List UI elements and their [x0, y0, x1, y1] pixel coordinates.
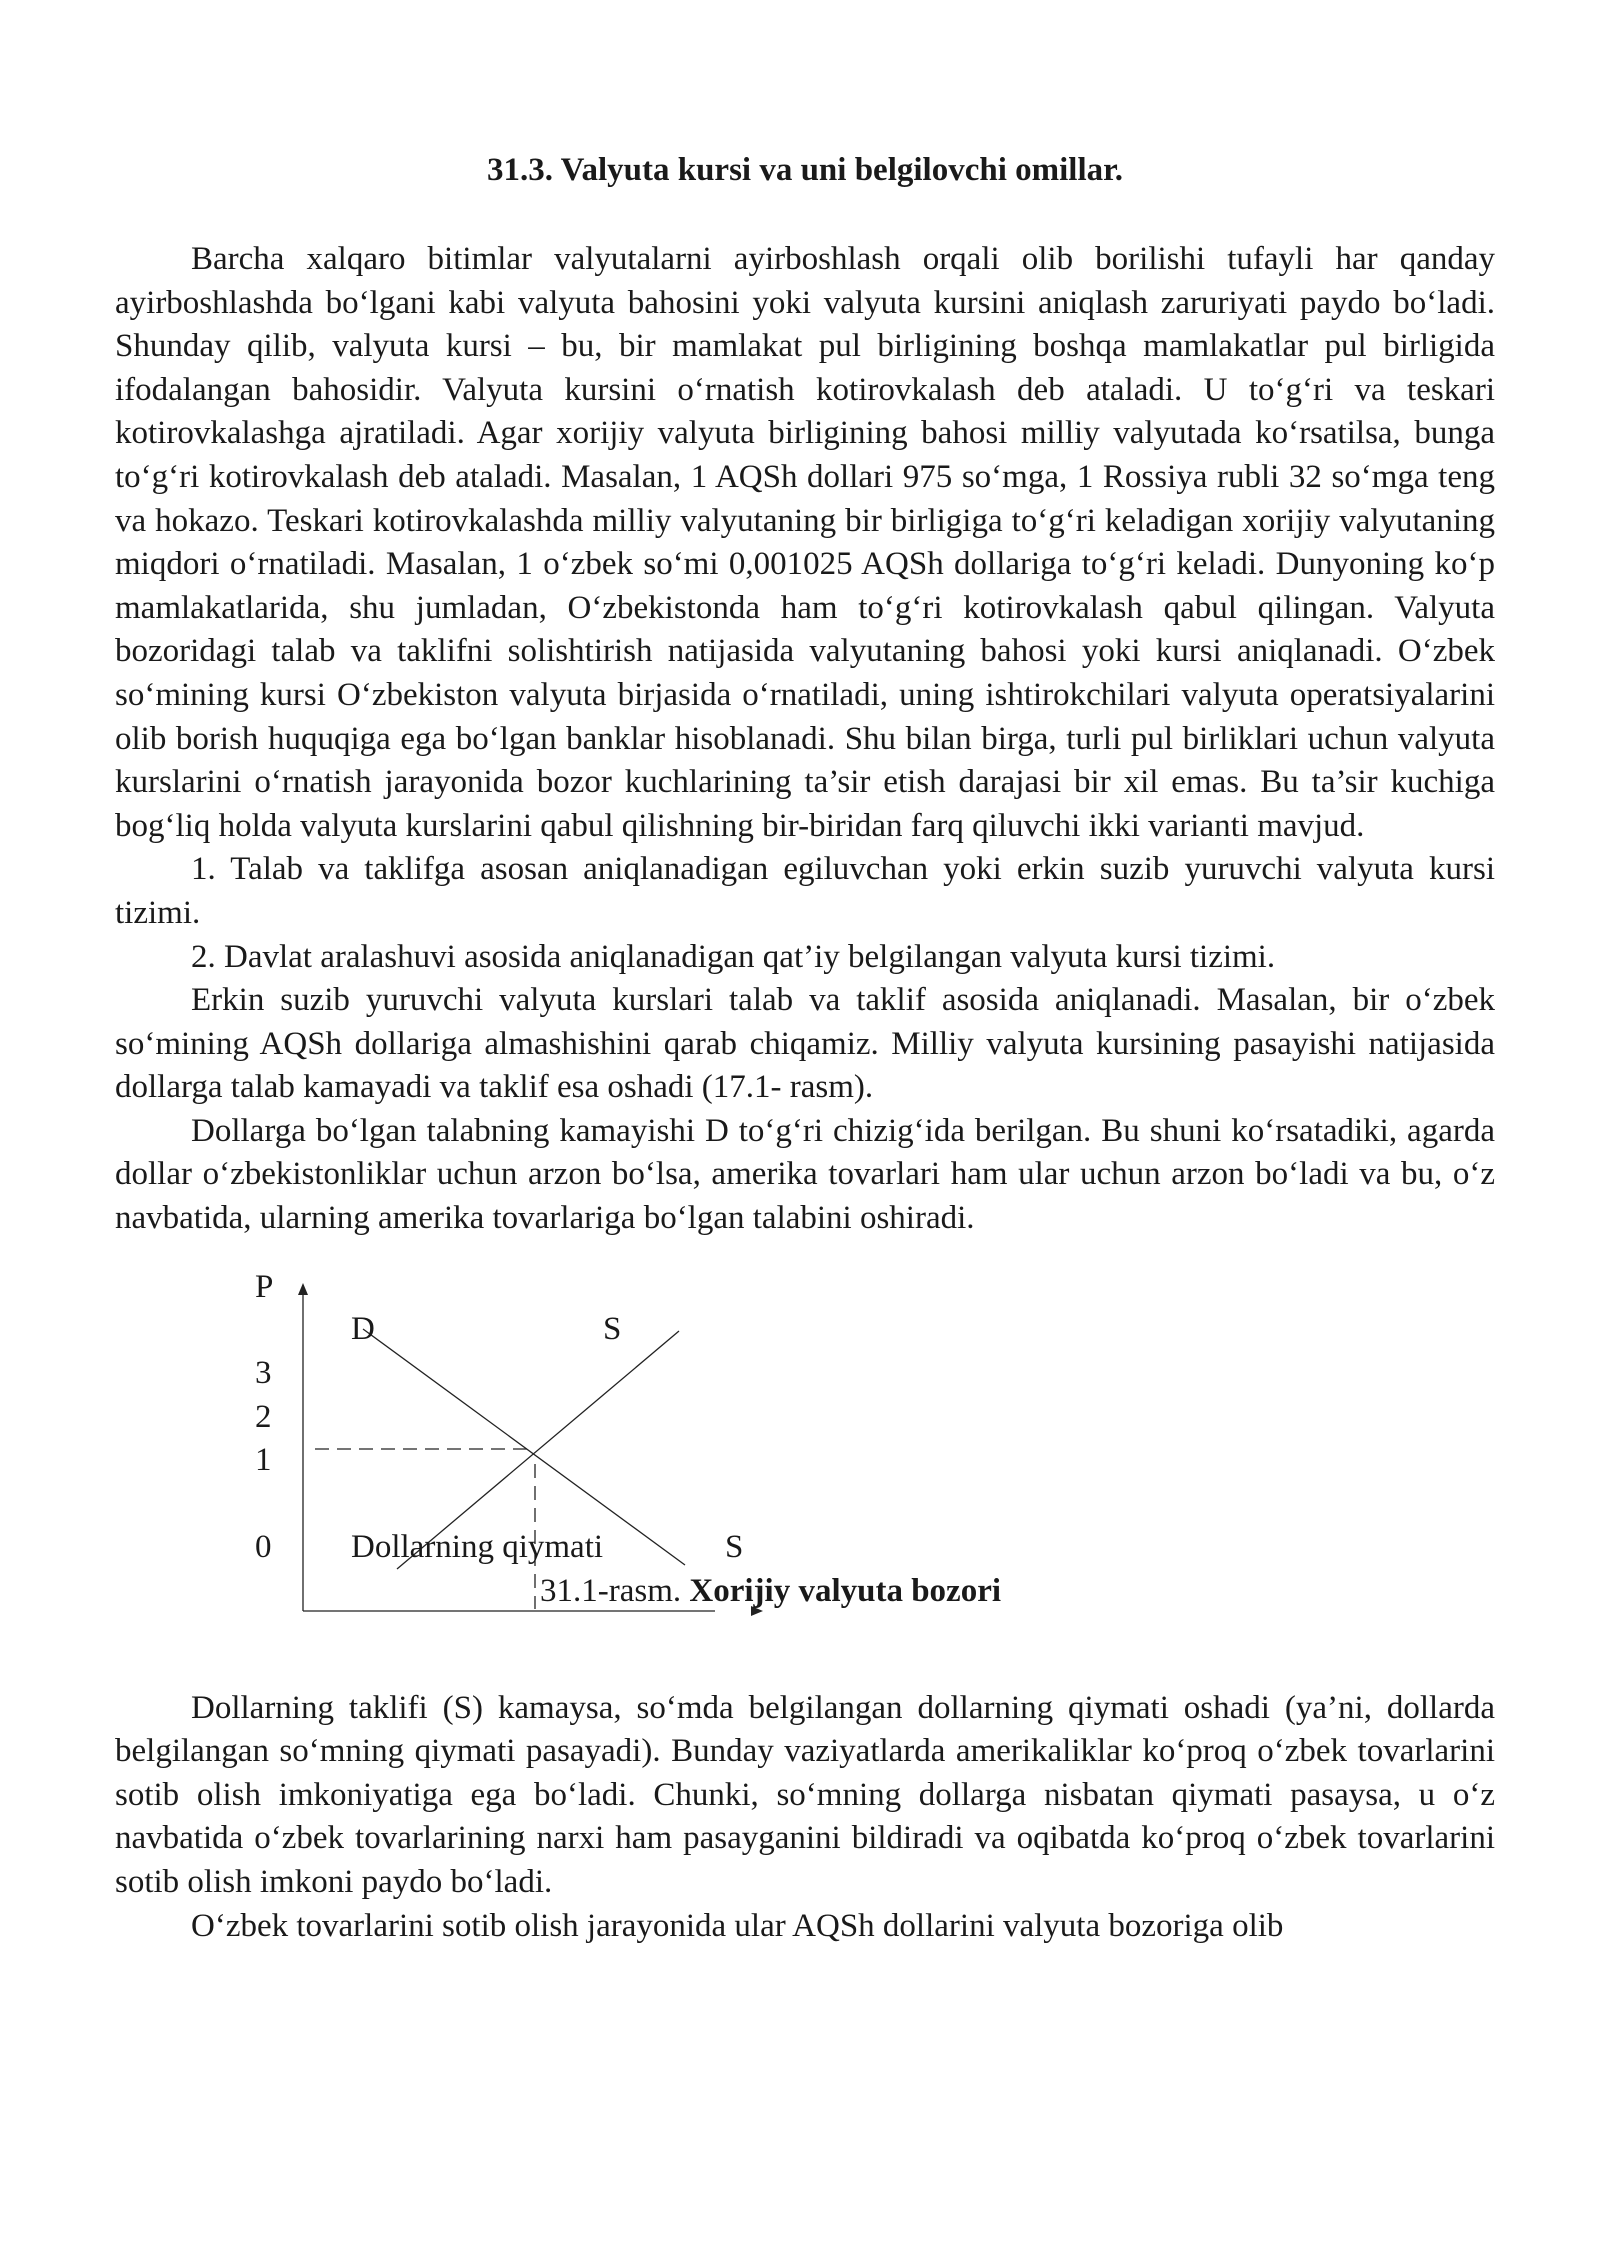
- body-text-after: [115, 1687, 1495, 1949]
- paragraph: Barcha xalqaro bitimlar valyutalarni ayirboshlash orqali olib borilishi tufayli har qanday ayirboshlashda bo‘lgani kabi valyuta bahosini yoki valyuta kursini aniqlash zaruriyati paydo bo‘ladi. Shunday qilib, valyuta kursi – bu, bir mamlakat pul birligining boshqa mamlakatlar pul birligida ifodalangan bahosidir. Valyuta kursini o‘rnatish kotirovkalash deb ataladi. U to‘g‘ri va teskari kotirovkalashga ajratiladi. Agar xorijiy valyuta birligining bahosi milliy valyutada ko‘rsatilsa, bunga to‘g‘ri kotirovkalash deb ataladi. Masalan, 1 AQSh dollari 975 so‘mga, 1 Rossiya rubli 32 so‘mga teng va hokazo. Teskari kotirovkalashda milliy valyutaning bir birligiga to‘g‘ri keladigan xorijiy valyutaning miqdori o‘rnatiladi. Masalan, 1 o‘zbek so‘mi 0,001025 AQSh dollariga to‘g‘ri keladi. Dunyoning ko‘p mamlakatlarida, shu jumladan, O‘zbekistonda ham to‘g‘ri kotirovkalash qabul qilingan. Valyuta bozoridagi talab va taklifni solishtirish natijasida valyutaning bahosi yoki kursi aniqlanadi. O‘zbek so‘mining kursi O‘zbekiston valyuta birjasida o‘rnatiladi, uning ishtirokchilari valyuta operatsiyalarini olib borish huquqiga ega bo‘lgan banklar hisoblanadi. Shu bilan birga, turli pul birliklari uchun valyuta kurslarini o‘rnatish jarayonida bozor kuchlarining ta’sir etish darajasi bir xil emas. Bu ta’sir kuchiga bog‘liq holda valyuta kurslarini qabul qilishning bir-biridan farq qiluvchi ikki varianti mavjud.: [115, 241, 1495, 844]
- paragraph: Dollarga bo‘lgan talabning kamayishi D to‘g‘ri chizig‘ida berilgan. Bu shuni ko‘rsatadiki, agarda dollar o‘zbekistonliklar uchun arzon bo‘lsa, amerika tovarlari ham ular uchun arzon bo‘ladi va bu, o‘z navbatida, ularning amerika tovarlariga bo‘lgan talabini oshiradi.: [115, 1112, 1495, 1237]
- list-item: 2. Davlat aralashuvi asosida aniqlanadigan qat’iy belgilangan valyuta kursi tizimi.: [191, 938, 1276, 975]
- paragraph: Dollarning taklifi (S) kamaysa, so‘mda belgilangan dollarning qiymati oshadi (ya’ni, dollarda belgilangan so‘mning qiymati pasayadi). Bunday vaziyatlarda amerikaliklar ko‘proq o‘zbek tovarlarini sotib olish imkoniyatiga ega bo‘ladi. Chunki, so‘mning dollarga nisbatan qiymati pasaysa, u o‘z navbatida o‘zbek tovarlarining narxi ham pasayganini bildiradi va oqibatda ko‘proq o‘zbek tovarlarini sotib olish imkoni paydo bo‘ladi.: [115, 1689, 1495, 1901]
- x-axis-label: Dollarning qiymati: [351, 1528, 604, 1565]
- y-axis-arrow: [298, 1283, 308, 1295]
- caption-number: 31.1-rasm.: [540, 1572, 682, 1609]
- demand-label: D: [351, 1310, 375, 1347]
- paragraph: O‘zbek tovarlarini sotib olish jarayonida ular AQSh dollarini valyuta bozoriga olib: [191, 1907, 1284, 1944]
- y-tick-label: 1: [255, 1441, 272, 1478]
- figure-caption: [540, 1573, 1001, 1609]
- y-tick-label: 3: [255, 1354, 272, 1391]
- caption-title: Xorijiy valyuta bozori: [689, 1572, 1002, 1609]
- section-heading: 31.3. Valyuta kursi va uni belgilovchi omillar.: [487, 152, 1123, 188]
- paragraph: Erkin suzib yuruvchi valyuta kurslari talab va taklif asosida aniqlanadi. Masalan, bir o‘zbek so‘mining AQSh dollariga almashishini qarab chiqamiz. Milliy valyuta kursining pasayishi natijasida dollarga talab kamayadi va taklif esa oshadi (17.1- rasm).: [115, 982, 1495, 1106]
- body-text-before: [115, 238, 1495, 1241]
- y-axis-label: P: [255, 1268, 274, 1305]
- y-tick-label: 2: [255, 1398, 272, 1435]
- y-tick-label: 0: [255, 1528, 272, 1565]
- supply-label-bottom: S: [725, 1528, 744, 1565]
- list-item: 1. Talab va taklifga asosan aniqlanadigan egiluvchan yoki erkin suzib yuruvchi valyuta kursi tizimi.: [115, 851, 1495, 931]
- document-page: [115, 150, 1495, 1948]
- supply-label-top: S: [603, 1310, 622, 1347]
- supply-demand-figure: [115, 1269, 1495, 1659]
